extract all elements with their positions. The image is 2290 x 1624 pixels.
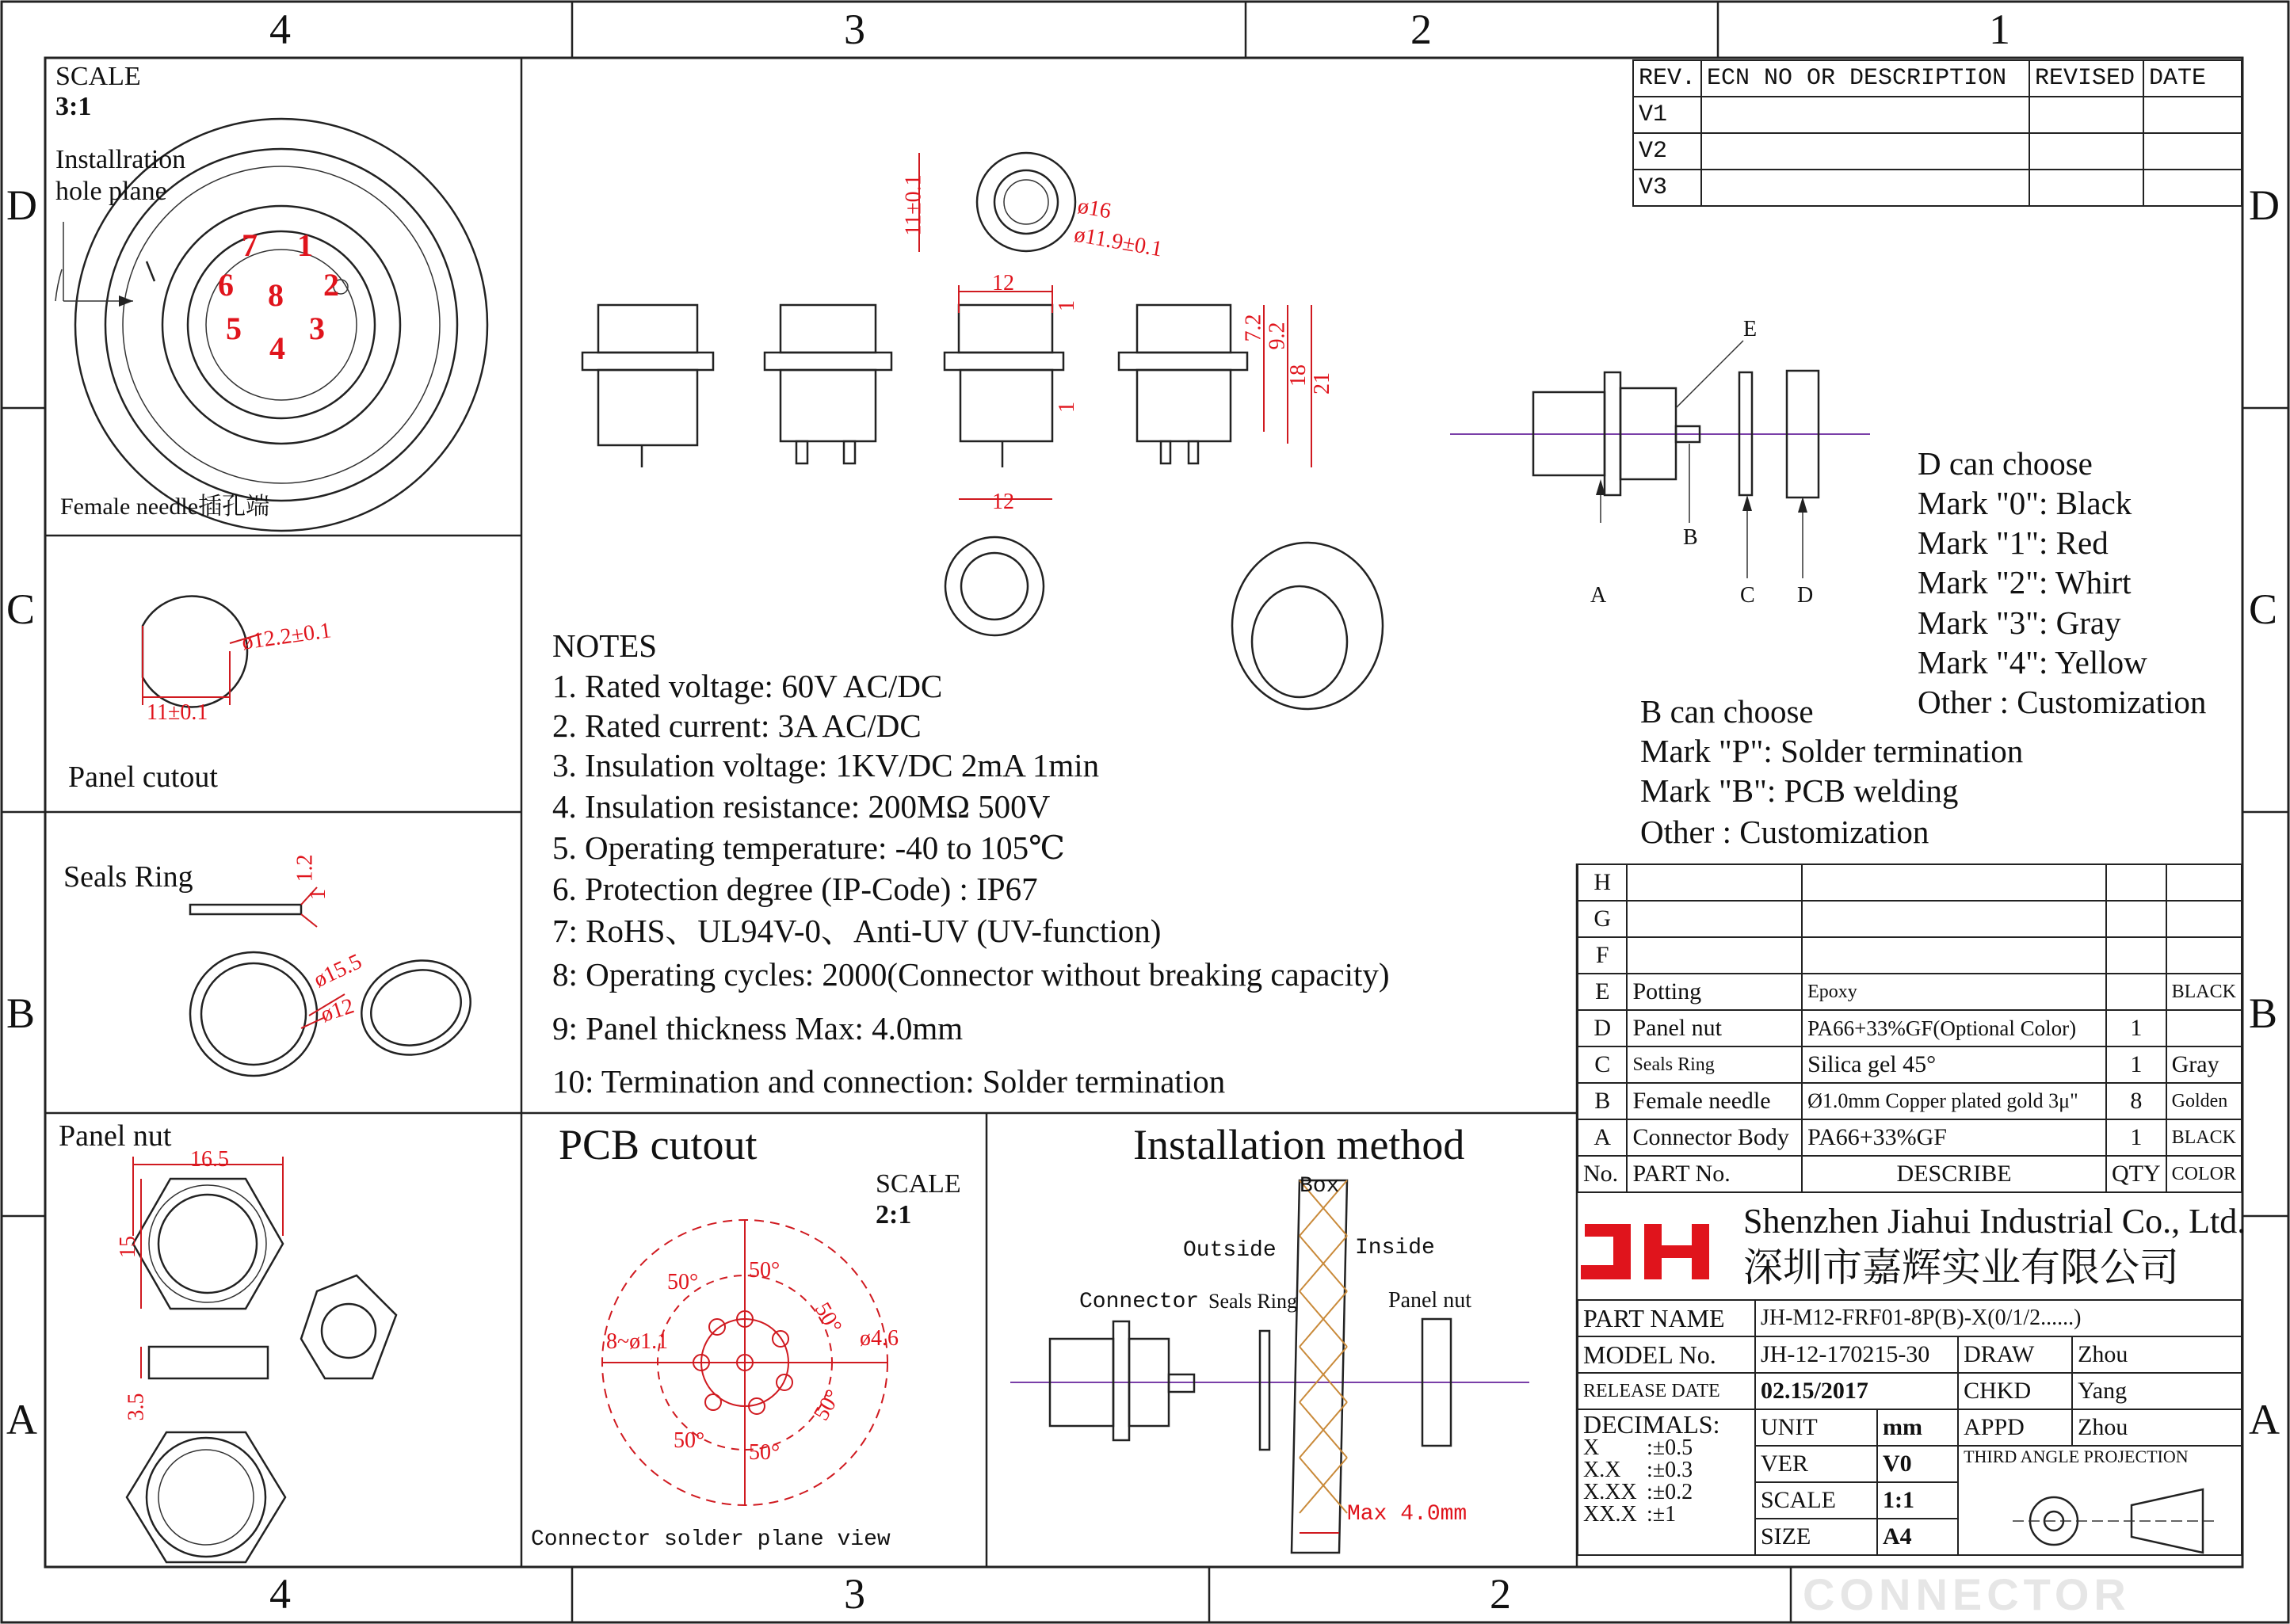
size-label: SIZE (1755, 1519, 1877, 1555)
rev-cell: V3 (1633, 170, 1701, 206)
draw-value: Zhou (2072, 1336, 2242, 1373)
dim-11-9: ø11.9±0.1 (1072, 222, 1165, 262)
table-row (1633, 133, 2242, 170)
notes-title: NOTES (552, 627, 658, 664)
bom-header-qty: QTY (2106, 1156, 2166, 1192)
model-value: JH-12-170215-30 (1755, 1336, 1958, 1373)
bom-part: Seals Ring (1627, 1046, 1802, 1083)
table-row (1633, 97, 2242, 133)
panel-nut-drawing (124, 1157, 396, 1562)
bom-table (1577, 863, 2242, 1193)
decimal-xxx: X.XX :±0.2 (1583, 1480, 1693, 1504)
dim-1-mid: 1 (1055, 402, 1079, 413)
pin-1: 1 (297, 227, 313, 263)
bom-qty: 8 (2106, 1083, 2166, 1119)
bom-part: Panel nut (1627, 1010, 1802, 1046)
table-row (1578, 1083, 2242, 1119)
unit-value: mm (1877, 1409, 1958, 1446)
bom-header-no: No. (1578, 1156, 1627, 1192)
seal-thick-dim-1: 1.2 (292, 854, 318, 883)
bom-qty (2106, 974, 2166, 1010)
company-name-cn: 深圳市嘉辉实业有限公司 (1743, 1245, 2179, 1290)
pin-8: 8 (268, 277, 284, 313)
scale-value: 1:1 (1877, 1482, 1958, 1519)
pcb-pcd-dim: ø4.6 (860, 1326, 899, 1351)
col-label-bottom-3: 3 (844, 1570, 865, 1618)
company-logo (1588, 1224, 1589, 1225)
pcb-cutout-drawing (602, 1220, 887, 1505)
bom-desc: PA66+33%GF (1802, 1119, 2106, 1156)
exploded-label-e: E (1743, 317, 1758, 341)
install-inside: Inside (1355, 1236, 1435, 1260)
table-row (1578, 901, 2242, 937)
seal-outer-dim: ø15.5 (310, 949, 366, 993)
rev-header-desc: ECN NO OR DESCRIPTION (1701, 60, 2029, 97)
rev-cell: V1 (1633, 97, 1701, 133)
pcb-angle-1: 50° (667, 1270, 699, 1294)
company-name-en: Shenzhen Jiahui Industrial Co., Ltd. (1743, 1202, 2246, 1241)
row-label-right-c: C (2249, 585, 2278, 633)
b-choose-title: B can choose (1640, 693, 1814, 730)
note-7: 7: RoHS、UL94V-0、Anti-UV (UV-function) (552, 913, 1162, 949)
decimal-x: X :±0.5 (1583, 1435, 1693, 1460)
note-9: 9: Panel thickness Max: 4.0mm (552, 1010, 964, 1046)
row-label-right-d: D (2249, 181, 2280, 229)
b-choose-item-0: Mark "P": Solder termination (1640, 733, 2024, 769)
bom-color: BLACK (2166, 1119, 2242, 1156)
pcb-angle-5: 50° (749, 1440, 781, 1465)
ver-value: V0 (1877, 1446, 1958, 1482)
pcb-angle-2: 50° (749, 1258, 781, 1283)
bom-qty: 1 (2106, 1010, 2166, 1046)
watermark-text: CONNECTOR (1803, 1569, 2131, 1619)
pcb-scale-value: 2:1 (876, 1200, 912, 1229)
release-label: RELEASE DATE (1578, 1373, 1755, 1409)
d-choose-item-5: Other : Customization (1918, 684, 2207, 720)
installation-drawing (1010, 1180, 1529, 1553)
chkd-label: CHKD (1958, 1373, 2072, 1409)
note-5: 5. Operating temperature: -40 to 105℃ (552, 829, 1066, 866)
note-1: 1. Rated voltage: 60V AC/DC (552, 668, 943, 704)
install-nut: Panel nut (1388, 1288, 1471, 1313)
bom-no: C (1578, 1046, 1627, 1083)
row-label-left-d: D (6, 181, 37, 229)
bom-no: B (1578, 1083, 1627, 1119)
pcb-angle-6: 50° (674, 1428, 705, 1453)
draw-label: DRAW (1958, 1336, 2072, 1373)
col-label-bottom-4: 4 (269, 1570, 291, 1618)
bom-no: G (1578, 901, 1627, 937)
install-box: Box (1300, 1174, 1340, 1199)
row-label-right-a: A (2249, 1396, 2280, 1443)
dim-9-2: 9.2 (1265, 322, 1290, 350)
decimals-title: DECIMALS: (1583, 1410, 1720, 1439)
nut-width-dim: 16.5 (190, 1147, 229, 1172)
appd-value: Zhou (2072, 1409, 2242, 1446)
pin-5: 5 (226, 311, 242, 346)
dim-12-top: 12 (992, 271, 1014, 295)
col-label-top-1: 1 (1989, 6, 2010, 53)
cutout-flat-dim: 11±0.1 (147, 700, 208, 725)
install-connector: Connector (1079, 1290, 1200, 1314)
d-choose-title: D can choose (1918, 445, 2093, 482)
seal-inner-dim: ø12 (318, 993, 357, 1027)
b-choose-item-2: Other : Customization (1640, 814, 1929, 850)
bom-color: Golden (2166, 1083, 2242, 1119)
bom-part: Female needle (1627, 1083, 1802, 1119)
d-choose-item-0: Mark "0": Black (1918, 485, 2132, 521)
ver-label: VER (1755, 1446, 1877, 1482)
pin-7: 7 (242, 227, 258, 263)
install-max: Max 4.0mm (1347, 1502, 1468, 1527)
table-row (1578, 864, 2242, 901)
exploded-label-c: C (1740, 583, 1755, 608)
pin-4: 4 (269, 330, 285, 366)
bom-part: Potting (1627, 974, 1802, 1010)
part-name-value: JH-M12-FRF01-8P(B)-X(0/1/2......) (1755, 1300, 2242, 1336)
size-value: A4 (1877, 1519, 1958, 1555)
note-6: 6. Protection degree (IP-Code) : IP67 (552, 871, 1038, 907)
table-row (1578, 974, 2242, 1010)
row-label-right-b: B (2249, 989, 2278, 1037)
bom-no: H (1578, 864, 1627, 901)
note-3: 3. Insulation voltage: 1KV/DC 2mA 1min (552, 747, 1100, 783)
dim-7-2: 7.2 (1241, 314, 1266, 342)
side-views-drawing (582, 153, 1383, 709)
decimal-xxx2: XX.X :±1 (1583, 1502, 1677, 1527)
company-logo-shape (1581, 1224, 1709, 1279)
bom-no: F (1578, 937, 1627, 974)
unit-label: UNIT (1755, 1409, 1877, 1446)
pcb-scale-label: SCALE (876, 1169, 961, 1199)
install-outside: Outside (1183, 1238, 1277, 1263)
rev-cell: V2 (1633, 133, 1701, 170)
table-row (1578, 1156, 2242, 1192)
dim-1-top: 1 (1055, 300, 1079, 311)
part-name-label: PART NAME (1578, 1300, 1755, 1336)
row-label-left-b: B (6, 989, 36, 1037)
rev-header-rev: REV. (1633, 60, 1701, 97)
pin-2: 2 (323, 267, 339, 303)
chkd-value: Yang (2072, 1373, 2242, 1409)
bom-no: A (1578, 1119, 1627, 1156)
appd-label: APPD (1958, 1409, 2072, 1446)
note-8: 8: Operating cycles: 2000(Connector without breaking capacity) (552, 956, 1390, 993)
decimal-xx: X.X :±0.3 (1583, 1458, 1693, 1482)
bom-no: E (1578, 974, 1627, 1010)
front-scale-label: SCALE (55, 62, 141, 91)
col-label-top-4: 4 (269, 6, 291, 53)
table-row (1578, 1119, 2242, 1156)
cutout-dia-dim: ø12.2±0.1 (240, 618, 333, 655)
nut-height-dim: 15 (116, 1236, 140, 1258)
d-choose-item-3: Mark "3": Gray (1918, 604, 2121, 641)
install-seals: Seals Ring (1208, 1290, 1297, 1313)
b-choose-item-1: Mark "B": PCB welding (1640, 772, 1959, 809)
seals-ring-title: Seals Ring (63, 860, 193, 894)
pcb-caption: Connector solder plane view (531, 1527, 891, 1552)
pcb-holes-dim: 8~ø1.1 (606, 1329, 669, 1354)
nut-thick-dim: 3.5 (124, 1393, 149, 1421)
dim-12-bottom: 12 (992, 490, 1014, 514)
bom-color: BLACK (2166, 974, 2242, 1010)
row-label-left-a: A (6, 1396, 37, 1443)
panel-cutout-title: Panel cutout (68, 761, 218, 794)
d-choose-item-2: Mark "2": Whirt (1918, 564, 2132, 600)
bom-desc: Silica gel 45° (1802, 1046, 2106, 1083)
panel-nut-title: Panel nut (59, 1119, 172, 1153)
d-choose-item-1: Mark "1": Red (1918, 524, 2109, 561)
bom-qty: 1 (2106, 1046, 2166, 1083)
d-choose-item-4: Mark "4": Yellow (1918, 644, 2147, 680)
bom-color: Gray (2166, 1046, 2242, 1083)
note-2: 2. Rated current: 3A AC/DC (552, 707, 922, 744)
front-view-caption: Female needle插孔端 (60, 494, 270, 520)
revision-table (1632, 59, 2242, 207)
row-label-left-c: C (6, 585, 36, 633)
projection-label: THIRD ANGLE PROJECTION (1964, 1447, 2189, 1466)
dim-18: 18 (1286, 364, 1311, 387)
front-scale-value: 3:1 (55, 92, 92, 121)
install-title: Installation method (1133, 1121, 1465, 1168)
rev-header-revised: REVISED (2029, 60, 2143, 97)
bom-qty: 1 (2106, 1119, 2166, 1156)
exploded-view-drawing (1450, 341, 1870, 578)
release-value: 02.15/2017 (1755, 1373, 1958, 1409)
pcb-angle-3: 50° (809, 1298, 847, 1338)
bom-header-color: COLOR (2166, 1156, 2242, 1192)
pin-6: 6 (218, 267, 234, 303)
bom-header-part: PART No. (1627, 1156, 1802, 1192)
bom-color (2166, 1010, 2242, 1046)
bom-desc: Ø1.0mm Copper plated gold 3μ" (1802, 1083, 2106, 1119)
installation-hole-callout: Installration hole plane (55, 145, 186, 206)
table-row (1578, 1046, 2242, 1083)
exploded-label-b: B (1683, 525, 1698, 550)
exploded-label-d: D (1797, 583, 1814, 608)
bom-desc: Epoxy (1802, 974, 2106, 1010)
rev-header-date: DATE (2143, 60, 2242, 97)
bom-header-desc: DESCRIBE (1802, 1156, 2106, 1192)
bom-part: Connector Body (1627, 1119, 1802, 1156)
seal-thick-dim-2: 1 (306, 889, 330, 900)
pin-3: 3 (309, 311, 325, 346)
title-block (1577, 1299, 2242, 1556)
bom-desc: PA66+33%GF(Optional Color) (1802, 1010, 2106, 1046)
note-4: 4. Insulation resistance: 200MΩ 500V (552, 788, 1051, 825)
model-label: MODEL No. (1578, 1336, 1755, 1373)
col-label-top-3: 3 (844, 6, 865, 53)
col-label-bottom-2: 2 (1490, 1570, 1511, 1618)
col-label-top-2: 2 (1410, 6, 1432, 53)
dim-21: 21 (1310, 372, 1334, 395)
dim-16: ø16 (1075, 193, 1113, 224)
exploded-label-a: A (1590, 583, 1607, 608)
table-row (1633, 170, 2242, 206)
bom-no: D (1578, 1010, 1627, 1046)
scale-label: SCALE (1755, 1482, 1877, 1519)
note-10: 10: Termination and connection: Solder termination (552, 1063, 1226, 1100)
table-row (1578, 937, 2242, 974)
table-row (1578, 1010, 2242, 1046)
pcb-angle-4: 50° (808, 1386, 846, 1425)
dim-11: 11±0.1 (901, 174, 926, 236)
pcb-title: PCB cutout (559, 1121, 758, 1168)
